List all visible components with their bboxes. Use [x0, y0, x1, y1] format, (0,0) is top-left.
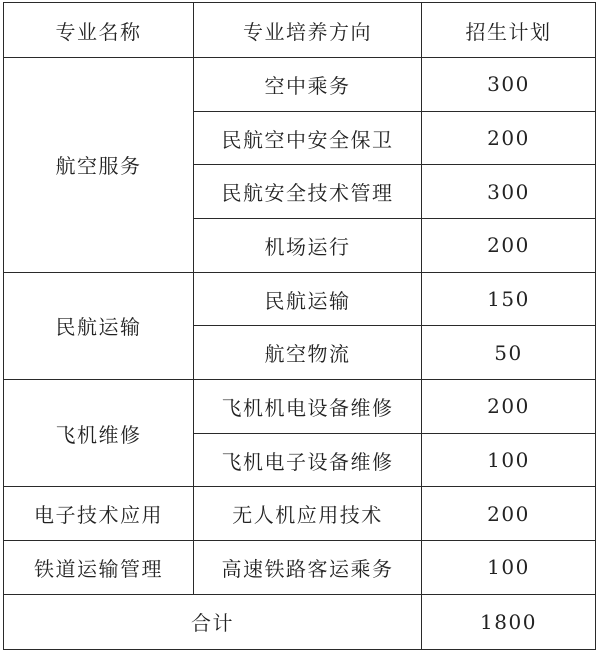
direction-cell: 民航安全技术管理	[194, 165, 422, 219]
total-row	[4, 594, 596, 649]
header-enrollment-plan: 招生计划	[422, 3, 596, 58]
major-cell: 航空服务	[4, 58, 194, 273]
table-row	[4, 487, 596, 541]
plan-cell: 300	[422, 58, 596, 112]
major-cell: 铁道运输管理	[4, 541, 194, 595]
table-row	[4, 58, 596, 112]
table-body	[4, 58, 596, 650]
direction-cell: 高速铁路客运乘务	[194, 541, 422, 595]
direction-cell: 航空物流	[194, 326, 422, 380]
plan-cell: 200	[422, 380, 596, 434]
table-row	[4, 272, 596, 326]
header-row	[4, 3, 596, 58]
direction-cell: 机场运行	[194, 219, 422, 273]
table-header	[4, 3, 596, 58]
direction-cell: 民航运输	[194, 272, 422, 326]
direction-cell: 无人机应用技术	[194, 487, 422, 541]
total-value: 1800	[422, 594, 596, 649]
plan-cell: 100	[422, 541, 596, 595]
plan-cell: 200	[422, 487, 596, 541]
major-cell: 电子技术应用	[4, 487, 194, 541]
major-cell: 飞机维修	[4, 380, 194, 487]
table-row	[4, 541, 596, 595]
plan-cell: 50	[422, 326, 596, 380]
plan-cell: 200	[422, 111, 596, 165]
plan-cell: 150	[422, 272, 596, 326]
direction-cell: 飞机电子设备维修	[194, 433, 422, 487]
header-major-name: 专业名称	[4, 3, 194, 58]
header-training-direction: 专业培养方向	[194, 3, 422, 58]
plan-cell: 200	[422, 219, 596, 273]
direction-cell: 空中乘务	[194, 58, 422, 112]
table-row	[4, 380, 596, 434]
major-cell: 民航运输	[4, 272, 194, 379]
direction-cell: 飞机机电设备维修	[194, 380, 422, 434]
enrollment-plan-table	[3, 2, 596, 650]
plan-cell: 100	[422, 433, 596, 487]
plan-cell: 300	[422, 165, 596, 219]
total-label: 合计	[4, 594, 422, 649]
direction-cell: 民航空中安全保卫	[194, 111, 422, 165]
